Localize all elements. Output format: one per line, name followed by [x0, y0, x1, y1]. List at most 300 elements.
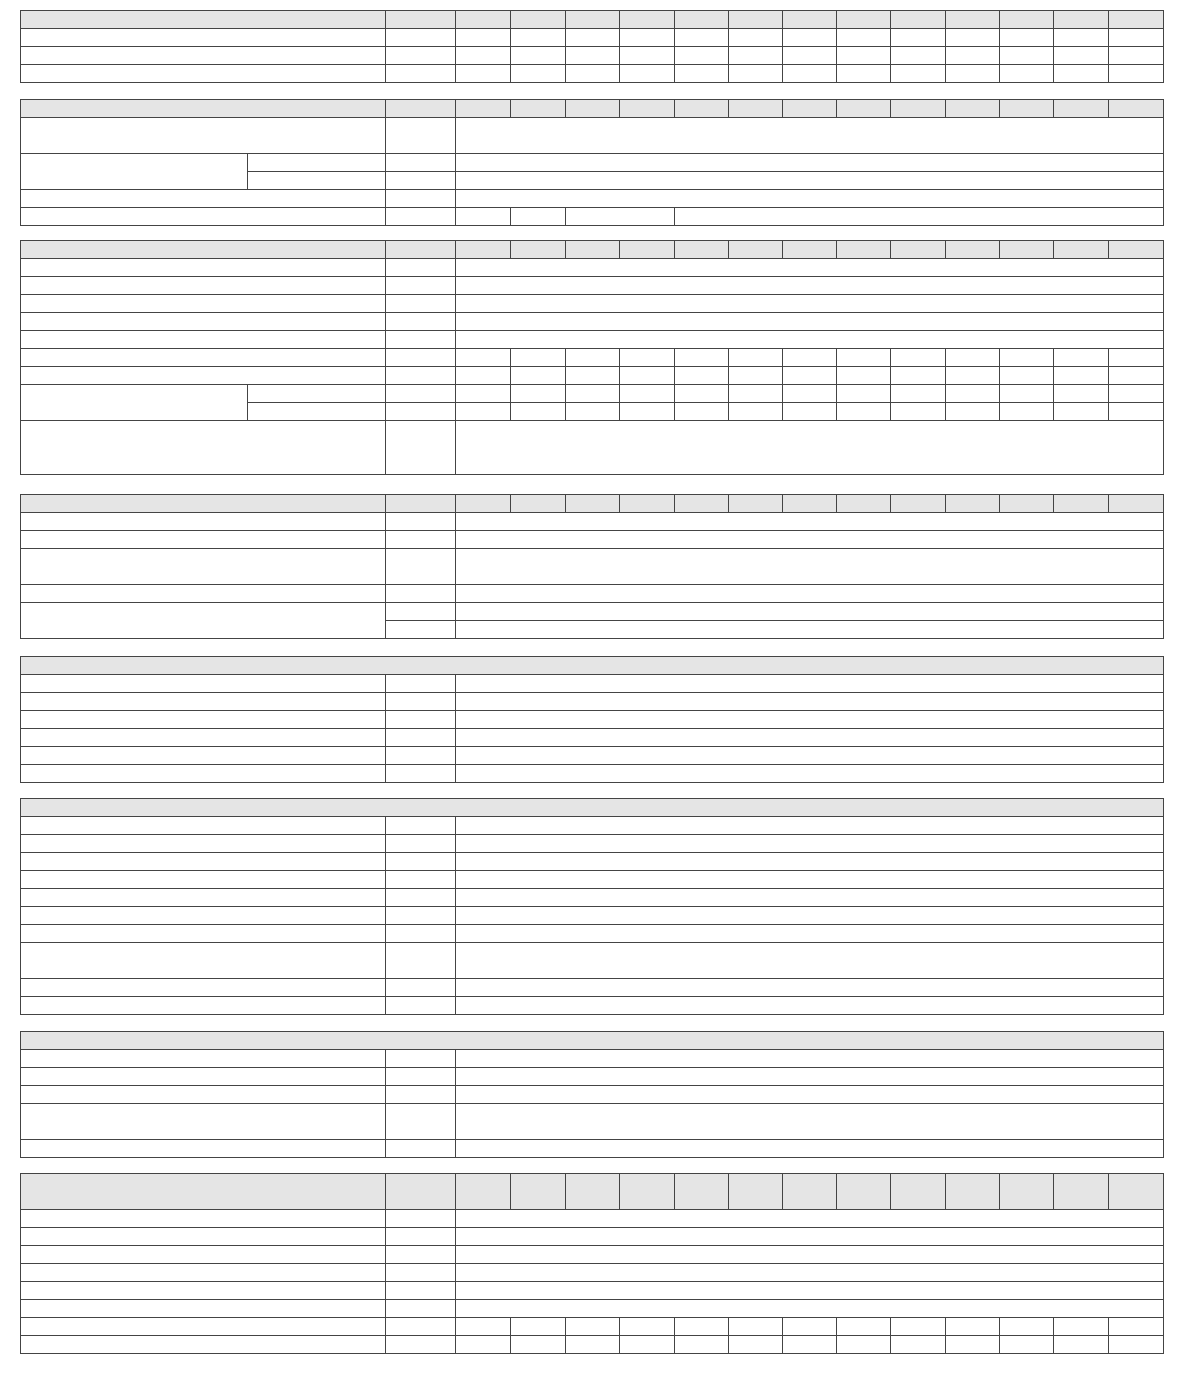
spec-text: [458, 118, 1161, 134]
grid-line: [455, 1263, 456, 1282]
grid-line: [20, 1103, 21, 1140]
spec-text: [458, 835, 1161, 851]
value-cell: [999, 348, 1053, 366]
grid-line: [510, 46, 511, 65]
row-label: [22, 421, 385, 437]
row-label: [22, 943, 385, 959]
column-header: [1108, 240, 1163, 258]
row-unit: [385, 207, 455, 225]
row-unit: [385, 834, 455, 852]
row-label: [22, 385, 247, 401]
value-cell: [510, 46, 565, 64]
grid-line: [782, 28, 783, 47]
row-label: [22, 259, 385, 275]
grid-line: [20, 942, 21, 979]
value-cell: [945, 28, 999, 46]
row-label: [22, 889, 385, 905]
grid-line: [1053, 494, 1054, 513]
column-header: [565, 1173, 619, 1209]
spec-text: [458, 603, 1161, 619]
value-cell: [999, 64, 1053, 82]
row-label: [22, 331, 385, 347]
column-header: [836, 99, 890, 117]
grid-line: [565, 1335, 566, 1354]
column-header: [782, 10, 836, 28]
column-header: [890, 10, 945, 28]
grid-line: [1108, 10, 1109, 29]
grid-line: [455, 348, 456, 367]
spec-text: [458, 585, 1161, 601]
grid-line: [728, 46, 729, 65]
column-header: [510, 240, 565, 258]
grid-line: [565, 1317, 566, 1336]
grid-line: [674, 207, 675, 226]
row-label: [22, 1318, 385, 1334]
spec-text: [458, 313, 1161, 329]
grid-line: [1163, 1173, 1164, 1210]
grid-line: [385, 870, 386, 889]
row-unit: [385, 1245, 455, 1263]
row-unit: [385, 852, 455, 870]
grid-line: [455, 1299, 456, 1318]
grid-line: [20, 330, 21, 349]
grid-line: [510, 1173, 511, 1210]
grid-line: [385, 1281, 386, 1300]
grid-line: [20, 153, 21, 190]
grid-line: [1053, 1335, 1054, 1354]
section-title: [22, 799, 385, 816]
column-header: [455, 240, 510, 258]
value-cell: [999, 402, 1053, 420]
grid-line: [945, 99, 946, 118]
spec-text: [458, 997, 1161, 1013]
grid-line: [565, 1173, 566, 1210]
spec-text: [458, 172, 1161, 188]
grid-line: [782, 99, 783, 118]
spec-text: [458, 1264, 1161, 1280]
grid-line: [455, 1173, 456, 1210]
value-cell: [510, 64, 565, 82]
section-title: [22, 495, 385, 512]
grid-line: [674, 1335, 675, 1354]
value-cell: [619, 46, 674, 64]
grid-line: [385, 942, 386, 979]
row-unit: [385, 420, 455, 438]
grid-line: [1108, 1335, 1109, 1354]
value-cell: [1053, 348, 1108, 366]
grid-line: [385, 240, 386, 259]
grid-line: [836, 64, 837, 83]
grid-line: [455, 888, 456, 907]
section-title: [22, 657, 385, 674]
row-label: [22, 1300, 385, 1316]
grid-line: [1163, 674, 1164, 693]
row-unit: [385, 942, 455, 960]
grid-line: [455, 420, 456, 475]
grid-line: [510, 494, 511, 513]
value-cell: [619, 384, 674, 402]
grid-line: [999, 46, 1000, 65]
grid-line: [385, 348, 386, 367]
column-header: [945, 99, 999, 117]
grid-line: [20, 28, 21, 47]
grid-line: [455, 189, 456, 208]
row-label: [22, 1282, 385, 1298]
spec-text: [458, 154, 1161, 170]
grid-line: [1163, 276, 1164, 295]
grid-line: [945, 46, 946, 65]
grid-line: [455, 584, 456, 603]
grid-line: [20, 870, 21, 889]
grid-line: [945, 1317, 946, 1336]
grid-line: [836, 99, 837, 118]
value-cell: [510, 1317, 565, 1335]
grid-line: [20, 240, 21, 259]
row-unit: [385, 1227, 455, 1245]
grid-line: [1053, 28, 1054, 47]
grid-line: [1053, 10, 1054, 29]
column-header: [890, 1173, 945, 1209]
column-header: [1053, 10, 1108, 28]
grid-line: [1163, 1085, 1164, 1104]
grid-line: [782, 10, 783, 29]
grid-line: [455, 1067, 456, 1086]
grid-line: [565, 494, 566, 513]
row-unit: [385, 746, 455, 764]
grid-line: [455, 1281, 456, 1300]
value-cell: [890, 366, 945, 384]
row-unit: [385, 258, 455, 276]
row-label: [22, 1050, 385, 1066]
grid-line: [385, 117, 386, 154]
value-cell: [1053, 402, 1108, 420]
row-label: [22, 1228, 385, 1244]
grid-line: [385, 512, 386, 531]
grid-line: [1163, 1139, 1164, 1158]
column-header: [836, 240, 890, 258]
grid-line: [20, 674, 21, 693]
grid-line: [782, 1335, 783, 1354]
grid-line: [385, 728, 386, 747]
grid-line: [455, 1245, 456, 1264]
grid-line: [20, 728, 21, 747]
row-unit: [385, 1139, 455, 1157]
value-cell: [510, 348, 565, 366]
grid-line: [20, 638, 1164, 639]
grid-line: [836, 46, 837, 65]
grid-line: [20, 978, 21, 997]
value-cell: [674, 348, 728, 366]
row-unit: [385, 153, 455, 171]
value-cell: [565, 207, 674, 225]
row-unit: [385, 276, 455, 294]
spec-text: [458, 1210, 1161, 1226]
row-unit: [385, 548, 455, 566]
header-unit: [385, 99, 455, 117]
value-cell: [999, 1335, 1053, 1353]
column-header: [455, 99, 510, 117]
value-cell: [565, 64, 619, 82]
grid-line: [674, 1317, 675, 1336]
spec-text: [458, 961, 1161, 977]
grid-line: [999, 240, 1000, 259]
grid-line: [20, 996, 21, 1015]
grid-line: [565, 240, 566, 259]
value-cell: [619, 1317, 674, 1335]
spec-text: [458, 675, 1161, 691]
grid-line: [1163, 494, 1164, 513]
grid-line: [1163, 189, 1164, 208]
grid-line: [619, 46, 620, 65]
grid-line: [20, 99, 1164, 100]
grid-line: [455, 276, 456, 295]
value-cell: [510, 402, 565, 420]
grid-line: [20, 240, 1164, 241]
value-cell: [782, 402, 836, 420]
grid-line: [728, 1173, 729, 1210]
spec-text: [458, 729, 1161, 745]
value-cell: [836, 64, 890, 82]
row-unit: [385, 28, 455, 46]
grid-line: [20, 710, 21, 729]
grid-line: [20, 494, 1164, 495]
value-cell: [999, 384, 1053, 402]
value-cell: [510, 384, 565, 402]
grid-line: [20, 1317, 21, 1336]
section-title: [22, 11, 385, 28]
grid-line: [385, 924, 386, 943]
grid-line: [890, 28, 891, 47]
value-cell: [782, 1335, 836, 1353]
row-label: [22, 585, 385, 601]
value-cell: [890, 64, 945, 82]
value-cell: [782, 64, 836, 82]
value-cell: [945, 402, 999, 420]
value-cell: [619, 348, 674, 366]
spec-text: [458, 259, 1161, 275]
grid-line: [455, 366, 456, 385]
row-unit: [385, 978, 455, 996]
grid-line: [455, 117, 456, 154]
value-cell: [1108, 64, 1163, 82]
column-header: [1053, 240, 1108, 258]
spec-text: [458, 925, 1161, 941]
grid-line: [565, 207, 566, 226]
spec-text: [458, 567, 1161, 583]
grid-line: [455, 207, 456, 226]
row-label: [22, 693, 385, 709]
grid-line: [385, 816, 386, 835]
row-label: [22, 1336, 385, 1352]
row-label: [22, 1086, 385, 1102]
grid-line: [890, 1317, 891, 1336]
grid-line: [455, 294, 456, 313]
column-header: [619, 1173, 674, 1209]
grid-line: [1163, 1049, 1164, 1068]
grid-line: [1163, 348, 1164, 367]
value-cell: [728, 402, 782, 420]
row-label: [22, 835, 385, 851]
grid-line: [945, 1335, 946, 1354]
grid-line: [385, 46, 386, 65]
grid-line: [20, 692, 21, 711]
grid-line: [455, 746, 456, 765]
grid-line: [1163, 906, 1164, 925]
row-label: [22, 65, 385, 81]
value-cell: [510, 366, 565, 384]
column-header: [455, 494, 510, 512]
grid-line: [1163, 942, 1164, 979]
column-header: [728, 10, 782, 28]
grid-line: [385, 420, 386, 475]
grid-line: [1163, 294, 1164, 313]
spec-text: [458, 1104, 1161, 1120]
grid-line: [728, 28, 729, 47]
value-cell: [1053, 46, 1108, 64]
grid-line: [20, 656, 1164, 657]
spec-text: [458, 621, 1161, 637]
grid-line: [385, 276, 386, 295]
value-cell: [890, 28, 945, 46]
value-cell: [565, 348, 619, 366]
grid-line: [1163, 240, 1164, 259]
row-unit: [385, 870, 455, 888]
grid-line: [455, 1139, 456, 1158]
grid-line: [20, 294, 21, 313]
row-unit: [385, 1067, 455, 1085]
grid-line: [1163, 978, 1164, 997]
value-cell: [728, 28, 782, 46]
grid-line: [836, 10, 837, 29]
grid-line: [20, 10, 21, 29]
value-cell: [1108, 402, 1163, 420]
column-header: [945, 10, 999, 28]
value-cell: [510, 28, 565, 46]
grid-line: [20, 366, 21, 385]
value-cell: [674, 366, 728, 384]
row-unit: [385, 764, 455, 782]
grid-line: [385, 1085, 386, 1104]
spec-text: [458, 1140, 1161, 1156]
grid-line: [565, 46, 566, 65]
grid-line: [455, 548, 456, 585]
grid-line: [1108, 348, 1109, 367]
row-label: [22, 1246, 385, 1262]
column-header: [565, 240, 619, 258]
grid-line: [619, 348, 620, 367]
grid-line: [674, 10, 675, 29]
grid-line: [1163, 1263, 1164, 1282]
column-header: [728, 1173, 782, 1209]
grid-line: [836, 28, 837, 47]
grid-line: [20, 1139, 21, 1158]
grid-line: [619, 28, 620, 47]
grid-line: [20, 1209, 21, 1228]
grid-line: [619, 64, 620, 83]
grid-line: [385, 1317, 386, 1336]
grid-line: [20, 10, 1164, 11]
grid-line: [1163, 798, 1164, 817]
grid-line: [20, 207, 21, 226]
row-label: [22, 313, 385, 329]
value-cell: [619, 402, 674, 420]
grid-line: [385, 1245, 386, 1264]
value-cell: [455, 28, 510, 46]
grid-line: [1163, 117, 1164, 154]
value-cell: [890, 348, 945, 366]
value-cell: [728, 348, 782, 366]
grid-line: [510, 10, 511, 29]
spec-text: [458, 277, 1161, 293]
grid-line: [999, 28, 1000, 47]
grid-line: [20, 1263, 21, 1282]
grid-line: [1163, 746, 1164, 765]
value-cell: [455, 402, 510, 420]
grid-line: [455, 64, 456, 83]
grid-line: [20, 834, 21, 853]
row-unit: [385, 1281, 455, 1299]
grid-line: [20, 348, 21, 367]
grid-line: [385, 1067, 386, 1086]
grid-line: [385, 494, 386, 513]
column-header: [999, 10, 1053, 28]
value-cell: [836, 1317, 890, 1335]
value-cell: [836, 402, 890, 420]
spec-text: [458, 871, 1161, 887]
row-label: [22, 979, 385, 995]
value-cell: [945, 46, 999, 64]
grid-line: [1053, 240, 1054, 259]
grid-line: [20, 852, 21, 871]
grid-line: [1163, 1103, 1164, 1140]
row-unit: [385, 1263, 455, 1281]
value-cell: [1053, 1317, 1108, 1335]
grid-line: [455, 852, 456, 871]
column-header: [728, 494, 782, 512]
grid-line: [999, 99, 1000, 118]
spec-text: [458, 1282, 1161, 1298]
value-cell: [1053, 1335, 1108, 1353]
column-header: [565, 494, 619, 512]
column-header: [999, 99, 1053, 117]
grid-line: [455, 764, 456, 783]
value-cell: [890, 402, 945, 420]
grid-line: [247, 171, 1164, 172]
grid-line: [619, 99, 620, 118]
grid-line: [455, 924, 456, 943]
grid-line: [20, 46, 21, 65]
value-cell: [945, 1335, 999, 1353]
grid-line: [20, 1299, 21, 1318]
grid-line: [20, 888, 21, 907]
value-cell: [728, 384, 782, 402]
grid-line: [20, 530, 21, 549]
row-sublabel: [249, 403, 384, 419]
grid-line: [20, 1335, 21, 1354]
grid-line: [1163, 1281, 1164, 1300]
grid-line: [782, 46, 783, 65]
grid-line: [1163, 924, 1164, 943]
grid-line: [728, 494, 729, 513]
grid-line: [510, 99, 511, 118]
row-label: [22, 208, 385, 224]
row-unit: [385, 584, 455, 602]
row-unit: [385, 1085, 455, 1103]
grid-line: [890, 99, 891, 118]
column-header: [728, 240, 782, 258]
column-header: [510, 99, 565, 117]
grid-line: [999, 64, 1000, 83]
